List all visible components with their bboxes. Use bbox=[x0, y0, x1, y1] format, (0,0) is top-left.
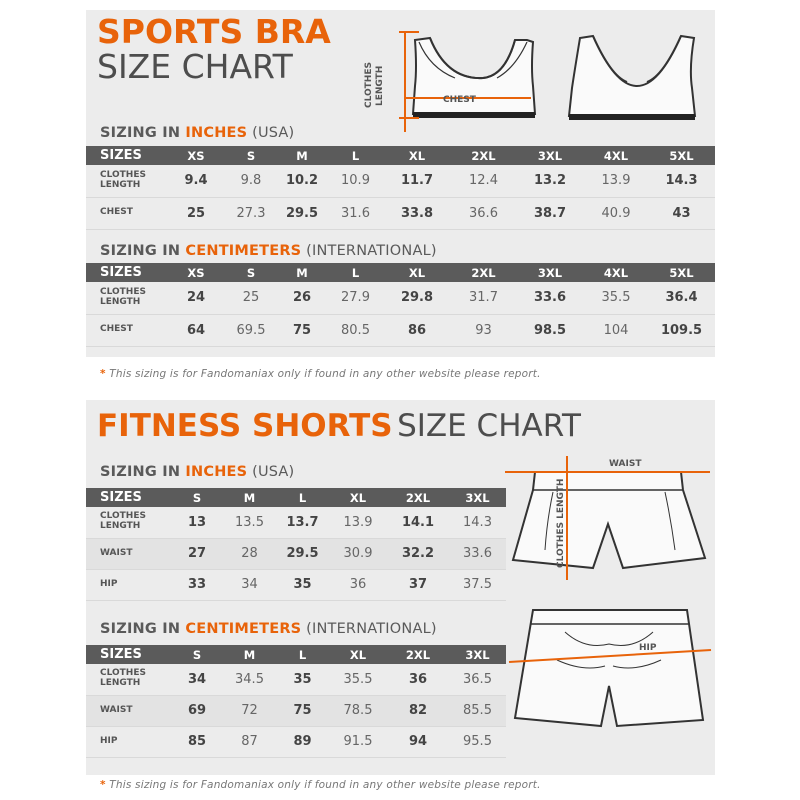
size-value-cell: 80.5 bbox=[328, 314, 383, 346]
size-value-cell: 13.7 bbox=[276, 507, 329, 538]
size-value-cell: 89 bbox=[276, 726, 329, 757]
size-value-cell: 82 bbox=[387, 695, 449, 726]
size-value-cell: 69 bbox=[171, 695, 223, 726]
size-header-2xl: 2XL bbox=[387, 645, 449, 664]
size-value-cell: 9.8 bbox=[226, 165, 276, 197]
table-row bbox=[86, 282, 715, 314]
size-value-cell: 31.6 bbox=[328, 197, 383, 229]
shorts-back-illustration bbox=[515, 610, 703, 726]
table-row bbox=[86, 664, 506, 695]
size-header-4xl: 4XL bbox=[584, 263, 648, 282]
size-value-cell: 85.5 bbox=[449, 695, 506, 726]
size-value-cell: 38.7 bbox=[516, 197, 584, 229]
size-value-cell: 28 bbox=[223, 538, 276, 569]
bra-title-orange: SPORTS BRA bbox=[97, 12, 331, 51]
shorts-hip-label: HIP bbox=[639, 643, 657, 653]
size-value-cell: 33 bbox=[171, 569, 223, 600]
size-value-cell: 95.5 bbox=[449, 726, 506, 757]
bra-cm-table bbox=[86, 263, 715, 347]
table-row bbox=[86, 165, 715, 197]
sports-bra-diagram bbox=[355, 28, 715, 138]
size-header-3xl: 3XL bbox=[449, 645, 506, 664]
size-value-cell: 34 bbox=[223, 569, 276, 600]
measurement-name: WAIST bbox=[86, 695, 171, 726]
shorts-note: * This sizing is for Fandomaniax only if found in any other website please report. bbox=[100, 779, 541, 791]
size-value-cell: 33.8 bbox=[383, 197, 451, 229]
table-row bbox=[86, 197, 715, 229]
shorts-clothes-length-label: CLOTHES LENGTH bbox=[556, 478, 566, 568]
size-value-cell: 36.4 bbox=[648, 282, 715, 314]
size-header-l: L bbox=[276, 488, 329, 507]
table-header-row bbox=[86, 488, 506, 507]
measurement-name: CLOTHES LENGTH bbox=[86, 507, 171, 538]
size-value-cell: 86 bbox=[383, 314, 451, 346]
size-value-cell: 29.8 bbox=[383, 282, 451, 314]
size-value-cell: 37.5 bbox=[449, 569, 506, 600]
size-value-cell: 24 bbox=[166, 282, 226, 314]
size-header-xl: XL bbox=[329, 645, 387, 664]
size-header-3xl: 3XL bbox=[516, 263, 584, 282]
table-header-row bbox=[86, 146, 715, 165]
size-value-cell: 36 bbox=[329, 569, 387, 600]
size-value-cell: 34 bbox=[171, 664, 223, 695]
size-value-cell: 64 bbox=[166, 314, 226, 346]
shorts-inches-table bbox=[86, 488, 506, 601]
size-value-cell: 31.7 bbox=[451, 282, 516, 314]
size-value-cell: 87 bbox=[223, 726, 276, 757]
size-header-m: M bbox=[276, 263, 328, 282]
size-header-s: S bbox=[171, 645, 223, 664]
shorts-cm-label: SIZING IN CENTIMETERS (INTERNATIONAL) bbox=[100, 621, 437, 637]
size-value-cell: 94 bbox=[387, 726, 449, 757]
size-value-cell: 29.5 bbox=[276, 197, 328, 229]
size-value-cell: 26 bbox=[276, 282, 328, 314]
measurement-name: CHEST bbox=[86, 314, 166, 346]
size-value-cell: 32.2 bbox=[387, 538, 449, 569]
size-value-cell: 27.3 bbox=[226, 197, 276, 229]
table-header-row bbox=[86, 645, 506, 664]
bra-clothes-label-2: LENGTH bbox=[375, 65, 385, 106]
size-value-cell: 13.9 bbox=[584, 165, 648, 197]
sizes-header: SIZES bbox=[86, 263, 166, 282]
size-value-cell: 91.5 bbox=[329, 726, 387, 757]
size-value-cell: 35 bbox=[276, 569, 329, 600]
size-value-cell: 104 bbox=[584, 314, 648, 346]
size-value-cell: 35 bbox=[276, 664, 329, 695]
size-value-cell: 30.9 bbox=[329, 538, 387, 569]
size-value-cell: 34.5 bbox=[223, 664, 276, 695]
bra-back-illustration bbox=[569, 36, 695, 120]
measurement-name: HIP bbox=[86, 726, 171, 757]
size-value-cell: 33.6 bbox=[449, 538, 506, 569]
measurement-name: CLOTHES LENGTH bbox=[86, 664, 171, 695]
size-header-xs: XS bbox=[166, 263, 226, 282]
size-value-cell: 12.4 bbox=[451, 165, 516, 197]
bra-inches-table bbox=[86, 146, 715, 230]
size-header-m: M bbox=[223, 488, 276, 507]
sizes-header: SIZES bbox=[86, 645, 171, 664]
size-header-5xl: 5XL bbox=[648, 263, 715, 282]
size-header-xl: XL bbox=[383, 263, 451, 282]
size-value-cell: 29.5 bbox=[276, 538, 329, 569]
size-header-m: M bbox=[276, 146, 328, 165]
size-value-cell: 43 bbox=[648, 197, 715, 229]
size-header-s: S bbox=[226, 263, 276, 282]
size-value-cell: 11.7 bbox=[383, 165, 451, 197]
size-header-l: L bbox=[328, 146, 383, 165]
size-value-cell: 13 bbox=[171, 507, 223, 538]
size-header-2xl: 2XL bbox=[451, 263, 516, 282]
size-header-3xl: 3XL bbox=[516, 146, 584, 165]
size-value-cell: 10.9 bbox=[328, 165, 383, 197]
size-header-s: S bbox=[171, 488, 223, 507]
size-header-xs: XS bbox=[166, 146, 226, 165]
table-row bbox=[86, 314, 715, 346]
size-value-cell: 9.4 bbox=[166, 165, 226, 197]
size-header-2xl: 2XL bbox=[387, 488, 449, 507]
size-value-cell: 109.5 bbox=[648, 314, 715, 346]
shorts-title-grey: SIZE CHART bbox=[397, 408, 581, 444]
size-value-cell: 35.5 bbox=[329, 664, 387, 695]
sizes-header: SIZES bbox=[86, 146, 166, 165]
size-header-l: L bbox=[276, 645, 329, 664]
measurement-name: CLOTHES LENGTH bbox=[86, 165, 166, 197]
shorts-title-orange: FITNESS SHORTS bbox=[97, 408, 393, 444]
size-value-cell: 40.9 bbox=[584, 197, 648, 229]
size-value-cell: 85 bbox=[171, 726, 223, 757]
size-header-l: L bbox=[328, 263, 383, 282]
table-row bbox=[86, 569, 506, 600]
size-value-cell: 13.9 bbox=[329, 507, 387, 538]
shorts-inches-label: SIZING IN INCHES (USA) bbox=[100, 464, 295, 480]
size-value-cell: 33.6 bbox=[516, 282, 584, 314]
size-value-cell: 25 bbox=[166, 197, 226, 229]
size-header-s: S bbox=[226, 146, 276, 165]
shorts-front-illustration bbox=[513, 472, 705, 568]
size-value-cell: 14.3 bbox=[449, 507, 506, 538]
bra-front-illustration bbox=[413, 38, 535, 118]
size-header-5xl: 5XL bbox=[648, 146, 715, 165]
bra-note: * This sizing is for Fandomaniax only if found in any other website please report. bbox=[100, 368, 541, 380]
table-row bbox=[86, 507, 506, 538]
size-value-cell: 93 bbox=[451, 314, 516, 346]
size-value-cell: 36.6 bbox=[451, 197, 516, 229]
shorts-waist-label: WAIST bbox=[609, 459, 642, 469]
size-value-cell: 35.5 bbox=[584, 282, 648, 314]
size-header-xl: XL bbox=[329, 488, 387, 507]
bra-title-grey: SIZE CHART bbox=[97, 47, 293, 86]
shorts-cm-table bbox=[86, 645, 506, 758]
size-value-cell: 14.1 bbox=[387, 507, 449, 538]
size-value-cell: 78.5 bbox=[329, 695, 387, 726]
size-value-cell: 98.5 bbox=[516, 314, 584, 346]
measurement-name: WAIST bbox=[86, 538, 171, 569]
bra-inches-label: SIZING IN INCHES (USA) bbox=[100, 125, 295, 141]
size-value-cell: 36 bbox=[387, 664, 449, 695]
size-value-cell: 25 bbox=[226, 282, 276, 314]
size-value-cell: 36.5 bbox=[449, 664, 506, 695]
size-header-2xl: 2XL bbox=[451, 146, 516, 165]
size-value-cell: 72 bbox=[223, 695, 276, 726]
size-header-m: M bbox=[223, 645, 276, 664]
bra-chest-label: CHEST bbox=[443, 95, 476, 105]
table-row bbox=[86, 726, 506, 757]
size-value-cell: 37 bbox=[387, 569, 449, 600]
shorts-diagram bbox=[505, 450, 715, 770]
size-value-cell: 27.9 bbox=[328, 282, 383, 314]
size-value-cell: 69.5 bbox=[226, 314, 276, 346]
measurement-name: CLOTHES LENGTH bbox=[86, 282, 166, 314]
table-row bbox=[86, 695, 506, 726]
size-header-4xl: 4XL bbox=[584, 146, 648, 165]
sizes-header: SIZES bbox=[86, 488, 171, 507]
bra-clothes-label-1: CLOTHES bbox=[364, 62, 374, 108]
size-value-cell: 27 bbox=[171, 538, 223, 569]
size-value-cell: 10.2 bbox=[276, 165, 328, 197]
size-value-cell: 75 bbox=[276, 314, 328, 346]
size-value-cell: 13.5 bbox=[223, 507, 276, 538]
shorts-title bbox=[97, 408, 581, 444]
size-value-cell: 13.2 bbox=[516, 165, 584, 197]
size-header-3xl: 3XL bbox=[449, 488, 506, 507]
size-header-xl: XL bbox=[383, 146, 451, 165]
size-value-cell: 75 bbox=[276, 695, 329, 726]
table-header-row bbox=[86, 263, 715, 282]
measurement-name: HIP bbox=[86, 569, 171, 600]
size-value-cell: 14.3 bbox=[648, 165, 715, 197]
table-row bbox=[86, 538, 506, 569]
measurement-name: CHEST bbox=[86, 197, 166, 229]
bra-cm-label: SIZING IN CENTIMETERS (INTERNATIONAL) bbox=[100, 243, 437, 259]
